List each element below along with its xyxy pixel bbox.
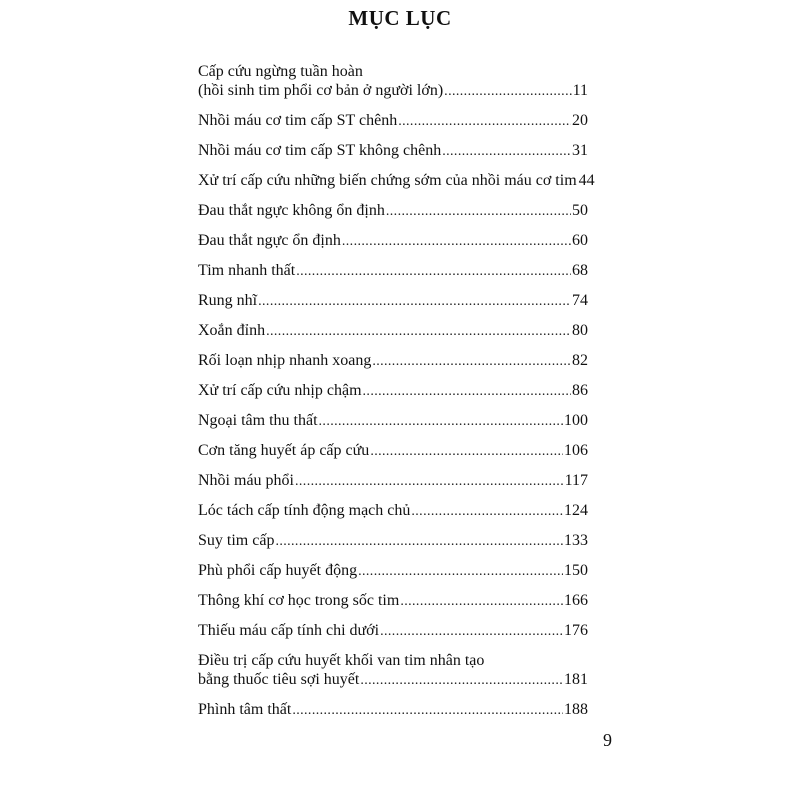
dot-leader	[266, 322, 571, 341]
toc-entry	[198, 651, 588, 690]
toc-entry-page: 166	[564, 592, 588, 609]
dot-leader	[370, 442, 563, 461]
dot-leader	[400, 592, 563, 611]
toc-entry	[198, 201, 588, 221]
toc-entry	[198, 561, 588, 581]
toc-entry-title: Phù phổi cấp huyết động	[198, 562, 358, 579]
toc-entry-page: 100	[564, 412, 588, 429]
toc-entry-page: 50	[572, 202, 588, 219]
toc-entry-title: Nhồi máu cơ tim cấp ST không chênh	[198, 142, 442, 159]
toc-entry	[198, 531, 588, 551]
toc-entry-title: Phình tâm thất	[198, 701, 292, 718]
dot-leader	[258, 292, 571, 311]
table-of-contents	[198, 62, 595, 720]
toc-entry	[198, 62, 588, 101]
toc-entry	[198, 321, 588, 341]
page-title: MỤC LỤC	[348, 6, 452, 30]
toc-entry-page: 86	[572, 382, 588, 399]
toc-entry-page: 31	[572, 142, 588, 159]
dot-leader	[292, 701, 563, 720]
toc-entry-title: Cơn tăng huyết áp cấp cứu	[198, 442, 370, 459]
toc-entry	[198, 501, 588, 521]
dot-leader	[411, 502, 563, 521]
toc-entry-title: Lóc tách cấp tính động mạch chủ	[198, 502, 411, 519]
toc-entry-page: 117	[564, 472, 588, 489]
toc-entry-page: 11	[572, 82, 588, 99]
toc-entry-page: 20	[572, 112, 588, 129]
toc-entry-title: Xử trí cấp cứu nhịp chậm	[198, 382, 362, 399]
toc-entry	[198, 171, 595, 191]
toc-entry-page: 181	[564, 671, 588, 688]
toc-entry	[198, 141, 588, 161]
toc-entry-title: Nhồi máu cơ tim cấp ST chênh	[198, 112, 398, 129]
toc-entry	[198, 231, 588, 251]
toc-entry-page: 82	[572, 352, 588, 369]
toc-entry-page: 124	[564, 502, 588, 519]
dot-leader	[296, 262, 571, 281]
toc-entry-title-line1: Cấp cứu ngừng tuần hoàn	[198, 63, 363, 80]
toc-entry-title: Tim nhanh thất	[198, 262, 296, 279]
toc-entry-title: Thông khí cơ học trong sốc tim	[198, 592, 400, 609]
toc-entry	[198, 351, 588, 371]
dot-leader	[372, 352, 571, 371]
dot-leader	[380, 622, 563, 641]
dot-leader	[295, 472, 564, 491]
toc-entry	[198, 111, 588, 131]
toc-entry-title: Xử trí cấp cứu những biến chứng sớm của nhồi máu cơ tim	[198, 172, 577, 189]
toc-entry-page: 74	[572, 292, 588, 309]
toc-entry	[198, 591, 588, 611]
dot-leader	[358, 562, 563, 581]
dot-leader	[363, 382, 571, 401]
dot-leader	[442, 142, 571, 161]
toc-entry-title: Đau thắt ngực không ổn định	[198, 202, 385, 219]
toc-entry-title: Đau thắt ngực ổn định	[198, 232, 341, 249]
toc-entry-page: 106	[564, 442, 588, 459]
toc-entry	[198, 261, 588, 281]
toc-entry-title: Rối loạn nhịp nhanh xoang	[198, 352, 372, 369]
toc-entry-title: (hồi sinh tim phổi cơ bản ở người lớn)	[198, 82, 444, 99]
toc-entry-page: 133	[564, 532, 588, 549]
dot-leader	[386, 202, 571, 221]
toc-entry-title: Rung nhĩ	[198, 292, 258, 309]
toc-entry-page: 60	[572, 232, 588, 249]
dot-leader	[398, 112, 571, 131]
toc-entry	[198, 411, 588, 431]
toc-entry-title: Thiếu máu cấp tính chi dưới	[198, 622, 380, 639]
toc-entry	[198, 381, 588, 401]
dot-leader	[444, 82, 571, 101]
toc-entry-title: Suy tim cấp	[198, 532, 275, 549]
toc-entry	[198, 291, 588, 311]
toc-entry-page: 44	[578, 172, 595, 189]
toc-entry-title: Xoắn đỉnh	[198, 322, 266, 339]
dot-leader	[275, 532, 563, 551]
dot-leader	[360, 671, 563, 690]
toc-entry	[198, 700, 588, 720]
toc-entry-title: bằng thuốc tiêu sợi huyết	[198, 671, 360, 688]
toc-entry	[198, 621, 588, 641]
dot-leader	[342, 232, 571, 251]
toc-entry-page: 176	[564, 622, 588, 639]
toc-entry-page: 80	[572, 322, 588, 339]
toc-entry-page: 68	[572, 262, 588, 279]
toc-entry-title: Nhồi máu phổi	[198, 472, 294, 489]
toc-entry	[198, 441, 588, 461]
toc-entry-title: Ngoại tâm thu thất	[198, 412, 318, 429]
toc-entry-title-line1: Điều trị cấp cứu huyết khối van tim nhân tạo	[198, 652, 485, 669]
page-number: 9	[603, 730, 612, 750]
toc-entry	[198, 471, 588, 491]
dot-leader	[319, 412, 563, 431]
toc-entry-page: 188	[564, 701, 588, 718]
toc-entry-page: 150	[564, 562, 588, 579]
